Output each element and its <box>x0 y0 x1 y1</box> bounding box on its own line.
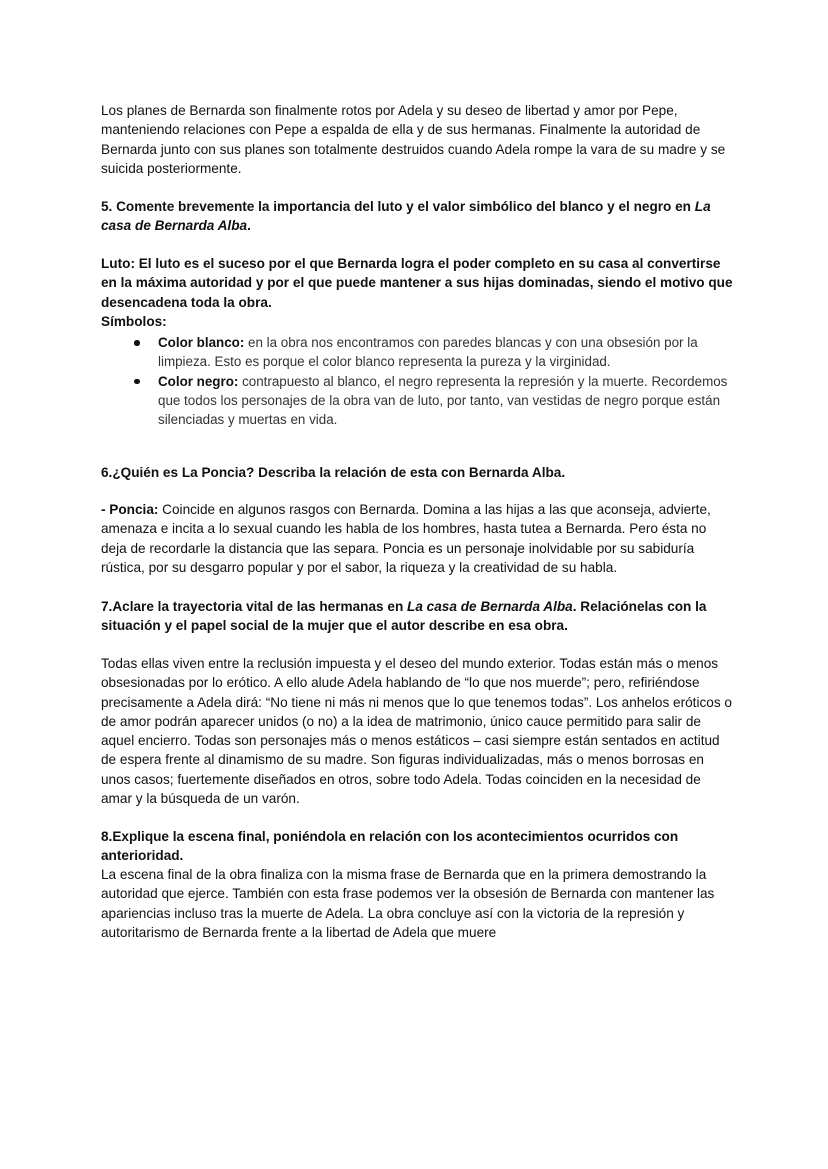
question-5-text: 5. Comente brevemente la importancia del luto y el valor simbólico del blanco y el negro en <box>101 199 695 214</box>
intro-paragraph: Los planes de Bernarda son finalmente rotos por Adela y su deseo de libertad y amor por Pepe, manteniendo relaciones con Pepe a espalda de ella y de sus hermanas. Finalmente la autoridad de Bernarda junto con sus planes son totalmente destruidos cuando Adela rompe la vara de su madre y se suicida posteriormente. <box>101 103 726 176</box>
list-item <box>101 372 733 430</box>
question-5-end: . <box>247 218 251 234</box>
list-item <box>101 333 733 372</box>
question-6-heading: 6.¿Quién es La Poncia? Describa la relación de esta con Bernarda Alba. <box>101 465 566 480</box>
bullet-icon <box>134 379 140 385</box>
poncia-label: - Poncia: <box>101 502 159 517</box>
question-5-heading <box>101 197 733 236</box>
list-item-label: Color negro: <box>158 373 239 389</box>
list-item-label: Color blanco: <box>158 335 245 350</box>
luto-paragraph: Luto: El luto es el suceso por el que Bernarda logra el poder completo en su casa al convertirse en la máxima autoridad y por el que puede mantener a sus hijas dominadas, siendo el motivo que desencadena toda la obra. <box>101 256 733 310</box>
poncia-paragraph <box>101 500 733 577</box>
question-7-title-italic: La casa de Bernarda Alba <box>407 599 573 614</box>
question-7-heading <box>101 597 733 636</box>
list-item-text: contrapuesto al blanco, el negro representa la represión y la muerte. Recordemos que todos los personajes de la obra van de luto, por tanto, van vestidas de negro porque están silenciadas y muertas en vida. <box>158 373 728 428</box>
list-item-text: en la obra nos encontramos con paredes blancas y con una obsesión por la limpieza. Esto es porque el color blanco representa la pureza y la virginidad. <box>158 335 698 370</box>
question-8-heading: 8.Explique la escena final, poniéndola en relación con los acontecimientos ocurridos con anterioridad. <box>101 829 679 864</box>
question-7-answer: Todas ellas viven entre la reclusión impuesta y el deseo del mundo exterior. Todas están más o menos obsesionadas por lo erótico. A ello alude Adela hablando de “lo que nos muerde”; pero, refiriéndose precisamente a Adela dirá: “No tiene ni más ni menos que lo que tenemos todas”. Los anhelos eróticos o de amor podrán aparecer unidos (o no) a la idea de matrimonio, único cauce permitido para salir de aquel encierro. Todas son personajes más o menos estáticos – casi siempre están sentados en actitud de espera frente al dinamismo de su madre. Son figuras individualizadas, más o menos borrosas en unos casos; fuertemente diseñados en otros, sobre todo Adela. Todas coinciden en la necesidad de amar y la búsqueda de un varón. <box>101 656 732 807</box>
bullet-icon <box>134 340 140 346</box>
simbolos-label: Símbolos: <box>101 314 167 329</box>
question-5-title-italic: La casa de Bernarda Alba <box>101 199 711 234</box>
question-7-end: . Relaciónelas con la situación y el papel social de la mujer que el autor describe en esa obra. <box>101 599 707 634</box>
question-8-answer: La escena final de la obra finaliza con la misma frase de Bernarda que en la primera demostrando la autoridad que ejerce. También con esta frase podemos ver la obsesión de Bernarda con mantener las apariencias incluso tras la muerte de Adela. La obra concluye así con la victoria de la represión y autoritarismo de Bernarda frente a la libertad de Adela que muere <box>101 867 715 940</box>
question-7-text: 7.Aclare la trayectoria vital de las hermanas en <box>101 599 408 614</box>
simbolos-list <box>101 333 733 429</box>
poncia-text: Coincide en algunos rasgos con Bernarda. Domina a las hijas a las que aconseja, advierte, amenaza e incita a lo sexual cuando les habla de los hombres, hasta tutea a Bernarda. Pero ésta no deja de recordarle la distancia que las separa. Poncia es un personaje inolvidable por su sabiduría rústica, por su desgarro popular y por el sabor, la riqueza y la creatividad de su habla. <box>101 502 711 575</box>
